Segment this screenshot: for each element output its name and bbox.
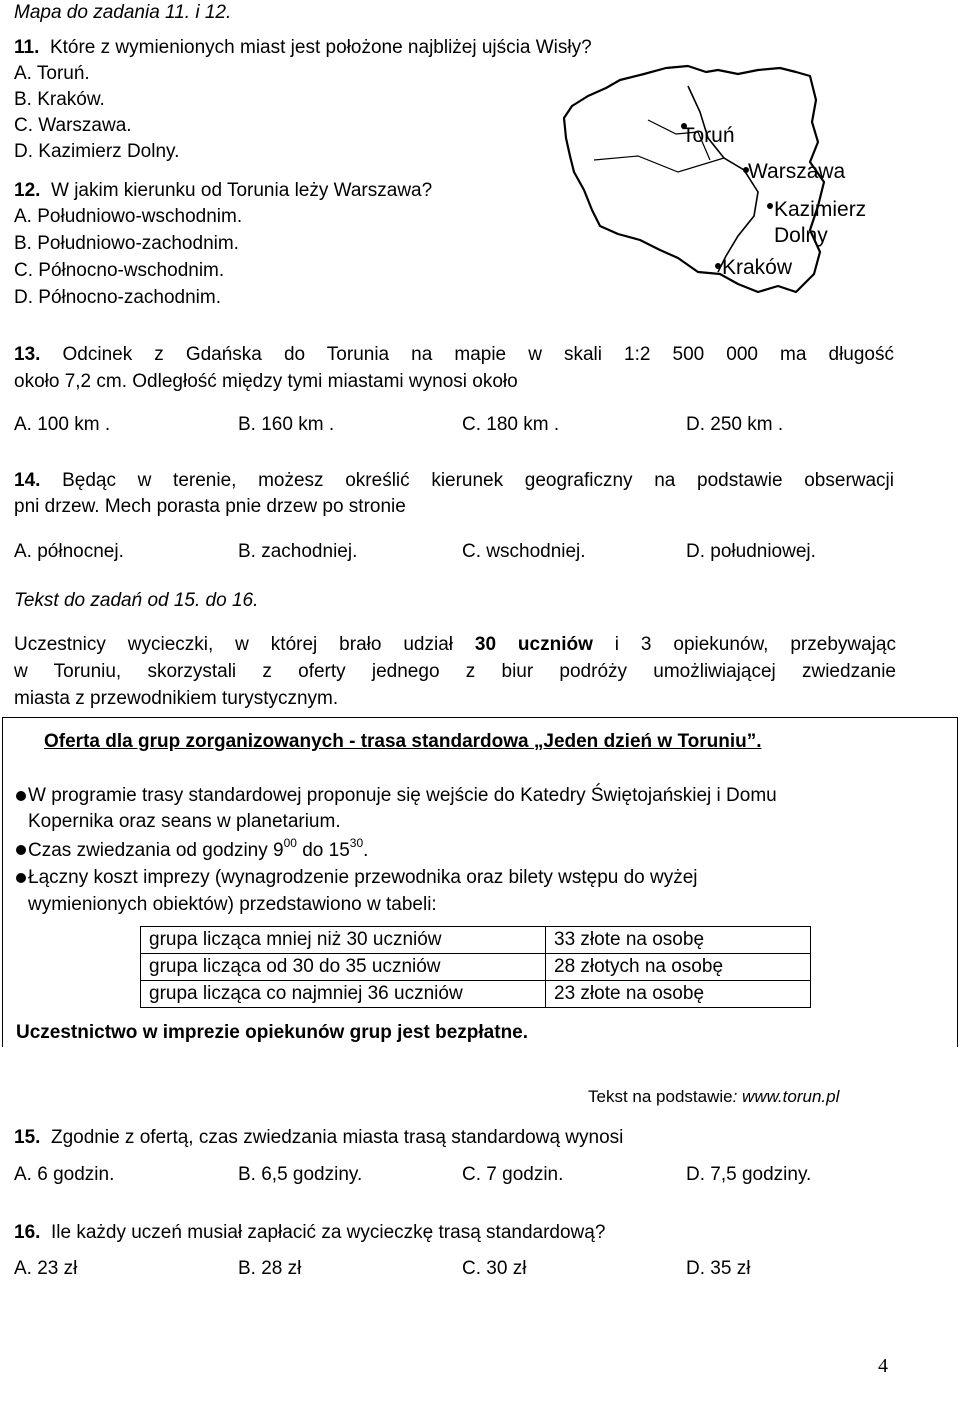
- table-row: [141, 954, 811, 981]
- text-heading: Tekst do zadań od 15. do 16.: [14, 590, 259, 611]
- city-dot-krakow: [715, 263, 721, 269]
- time-minutes-end: 30: [349, 835, 364, 850]
- table-row: [141, 981, 811, 1008]
- q14-option-d: D. południowej.: [686, 541, 816, 562]
- question-number: 11.: [14, 37, 40, 58]
- question-number: 14.: [14, 470, 41, 491]
- time-text: .: [363, 840, 369, 861]
- offer-bullet-2: [28, 835, 369, 862]
- question-text: W jakim kierunku od Torunia leży Warszawa?: [50, 180, 433, 201]
- q11-option-b: B. Kraków.: [14, 89, 105, 110]
- q15-option-c: C. 7 godzin.: [462, 1164, 564, 1185]
- page-heading: Mapa do zadania 11. i 12.: [14, 2, 232, 23]
- q14-option-c: C. wschodniej.: [462, 541, 586, 562]
- q15-option-a: A. 6 godzin.: [14, 1164, 115, 1185]
- table-cell: grupa licząca mniej niż 30 uczniów: [141, 927, 546, 954]
- offer-bullet-1-line-2: Kopernika oraz seans w planetarium.: [28, 811, 341, 832]
- q15-option-b: B. 6,5 godziny.: [238, 1164, 363, 1185]
- time-minutes-start: 00: [283, 835, 297, 850]
- table-cell: 33 złote na osobę: [546, 927, 811, 954]
- poland-map: [548, 60, 867, 318]
- q12-option-d: D. Północno-zachodnim.: [14, 287, 221, 308]
- offer-bullet-3-line-1: Łączny koszt imprezy (wynagrodzenie przewodnika oraz bilety wstępu do wyżej: [28, 867, 698, 888]
- table-cell: grupa licząca co najmniej 36 uczniów: [141, 981, 546, 1008]
- offer-title: Oferta dla grup zorganizowanych - trasa standardowa „Jeden dzień w Toruniu”.: [44, 731, 762, 752]
- q13-option-b: B. 160 km .: [238, 414, 335, 435]
- intro-line-1: [14, 634, 896, 656]
- q16-option-d: D. 35 zł: [686, 1258, 751, 1279]
- intro-text: Uczestnicy wycieczki, w której brało udział: [14, 634, 475, 655]
- time-text: do 15: [296, 840, 350, 861]
- time-text: Czas zwiedzania od godziny 9: [28, 840, 284, 861]
- price-table: [140, 926, 811, 1008]
- q12-option-c: C. Północno-wschodnim.: [14, 260, 225, 281]
- question-number: 12.: [14, 180, 41, 201]
- question-text: Które z wymienionych miast jest położone najbliżej ujścia Wisły?: [49, 37, 592, 58]
- question-11: [14, 37, 592, 59]
- offer-bullet-3-line-2: wymienionych obiektów) przedstawiono w tabeli:: [28, 894, 437, 915]
- q12-option-a: A. Południowo-wschodnim.: [14, 206, 243, 227]
- question-13-line-2: około 7,2 cm. Odległość między tymi miastami wynosi około: [14, 371, 518, 392]
- intro-line-3: miasta z przewodnikiem turystycznym.: [14, 688, 339, 709]
- intro-text: i 3 opiekunów, przebywając: [592, 634, 896, 655]
- question-13-line-1: [14, 344, 894, 366]
- table-cell: grupa licząca od 30 do 35 uczniów: [141, 954, 546, 981]
- question-12: [14, 180, 432, 202]
- source-prefix: Tekst na podstawie: [588, 1087, 733, 1106]
- bullet-icon: [16, 873, 26, 883]
- intro-bold-count: 30 uczniów: [474, 634, 593, 655]
- question-16: [14, 1222, 605, 1244]
- question-number: 13.: [14, 344, 41, 365]
- intro-line-2: w Toruniu, skorzystali z oferty jednego z biur podróży umożliwiającej zwiedzanie: [14, 661, 896, 682]
- bullet-icon: [16, 845, 26, 855]
- source-url: : www.torun.pl: [732, 1087, 840, 1106]
- map-label-kazimierz: Kazimierz: [774, 198, 867, 221]
- question-text: Zgodnie z ofertą, czas zwiedzania miasta trasą standardową wynosi: [50, 1127, 624, 1148]
- q12-option-b: B. Południowo-zachodnim.: [14, 233, 239, 254]
- city-dot-kazimierz: [767, 203, 773, 209]
- offer-note: Uczestnictwo w imprezie opiekunów grup jest bezpłatne.: [16, 1022, 529, 1043]
- q16-option-b: B. 28 zł: [238, 1258, 302, 1279]
- offer-box-left-border: [2, 717, 3, 1047]
- q11-option-c: C. Warszawa.: [14, 115, 132, 136]
- source-note: [588, 1086, 839, 1108]
- page-number: 4: [878, 1355, 888, 1377]
- map-label-torun: Toruń: [682, 124, 735, 147]
- question-text: Będąc w terenie, możesz określić kierunek geograficzny na podstawie obserwacji: [62, 470, 895, 491]
- question-text: Odcinek z Gdańska do Torunia na mapie w skali 1:2 500 000 ma długość: [62, 344, 895, 365]
- offer-box-right-border: [957, 717, 958, 1047]
- map-label-warszawa: Warszawa: [748, 160, 846, 183]
- question-number: 16.: [14, 1222, 41, 1243]
- q16-option-a: A. 23 zł: [14, 1258, 78, 1279]
- question-text: Ile każdy uczeń musiał zapłacić za wycieczkę trasą standardową?: [50, 1222, 606, 1243]
- q11-option-d: D. Kazimierz Dolny.: [14, 141, 180, 162]
- offer-bullet-1-line-1: W programie trasy standardowej proponuje się wejście do Katedry Świętojańskiej i Domu: [28, 785, 777, 806]
- question-number: 15.: [14, 1127, 41, 1148]
- q11-option-a: A. Toruń.: [14, 63, 90, 84]
- table-cell: 28 złotych na osobę: [546, 954, 811, 981]
- map-label-krakow: Kraków: [722, 256, 793, 279]
- q13-option-d: D. 250 km .: [686, 414, 784, 435]
- offer-box-top-border: [2, 717, 958, 718]
- table-row: [141, 927, 811, 954]
- table-cell: 23 złote na osobę: [546, 981, 811, 1008]
- q14-option-b: B. zachodniej.: [238, 541, 358, 562]
- q13-option-a: A. 100 km .: [14, 414, 111, 435]
- q13-option-c: C. 180 km .: [462, 414, 560, 435]
- question-15: [14, 1127, 623, 1149]
- question-14-line-1: [14, 470, 894, 492]
- q16-option-c: C. 30 zł: [462, 1258, 527, 1279]
- map-label-dolny: Dolny: [774, 224, 828, 247]
- question-14-line-2: pni drzew. Mech porasta pnie drzew po stronie: [14, 496, 406, 517]
- q14-option-a: A. północnej.: [14, 541, 124, 562]
- bullet-icon: [16, 791, 26, 801]
- q15-option-d: D. 7,5 godziny.: [686, 1164, 812, 1185]
